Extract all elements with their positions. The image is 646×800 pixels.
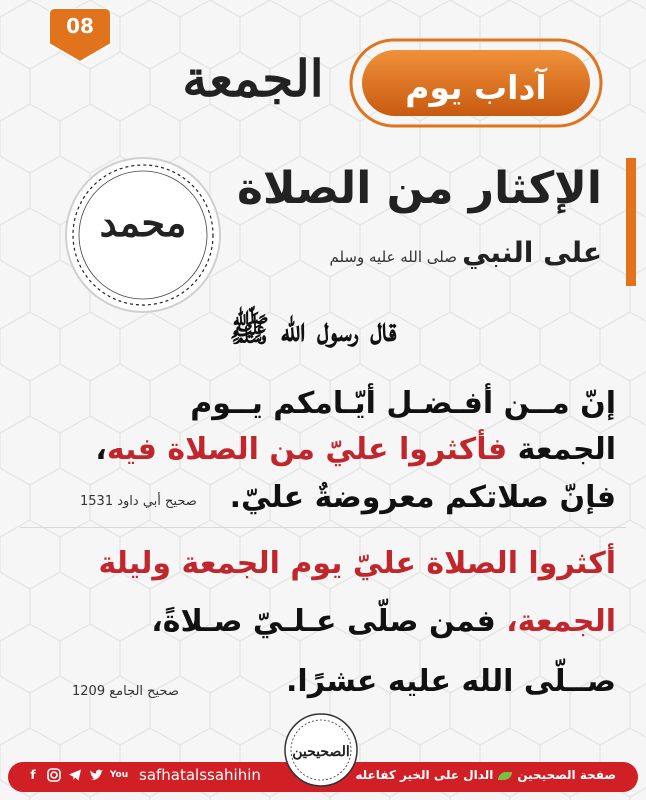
hadith1-line2-red: فأكثروا عليّ من الصلاة فيه xyxy=(106,432,508,467)
youtube-label: You xyxy=(109,770,129,780)
qaal-rasul-calligraphy: قال رسول الله ﷺ xyxy=(229,310,397,349)
divider xyxy=(20,527,626,528)
page-logo xyxy=(283,712,359,788)
footer-page-title: صفحة الصحيحين xyxy=(517,768,616,782)
telegram-icon[interactable] xyxy=(66,766,84,784)
hadith1-line2 xyxy=(95,432,616,467)
footer-slogan: الدال على الخير كفاعله xyxy=(355,768,494,782)
facebook-icon[interactable]: f xyxy=(30,768,36,782)
section-title: الإكثار من الصلاة xyxy=(236,163,602,214)
hadith1-line2-b: ، xyxy=(95,432,107,467)
hadith1-source: صحيح أبي داود 1531 xyxy=(80,494,197,509)
social-handle[interactable]: safhatalssahihin xyxy=(139,766,261,784)
youtube-icon[interactable] xyxy=(108,766,130,784)
page-logo-text: الصحيحين xyxy=(292,744,350,760)
medallion-calligraphy: محمد xyxy=(99,200,187,245)
jumuah-calligraphy: الجمعة xyxy=(182,48,324,108)
hadith2-line2-b: فمن صلّى عـلـيّ صـلاةً، xyxy=(151,604,507,639)
hadith1-line2-a: الجمعة xyxy=(507,432,616,467)
hadith1-line3: فإنّ صلاتكم معروضةٌ عليّ. xyxy=(229,480,616,515)
pill-title: آداب يوم xyxy=(405,67,547,107)
number-badge-label: 08 xyxy=(66,14,94,38)
instagram-icon[interactable] xyxy=(45,766,63,784)
subtitle-bold: على النبي xyxy=(462,236,602,269)
hadith2-line3: صــلّى الله عليه عشرًا. xyxy=(286,664,616,699)
hadith2-line2 xyxy=(151,604,616,639)
leaf-icon xyxy=(498,772,512,780)
hadith2-line2-red: الجمعة، xyxy=(506,604,616,639)
hadith2-source: صحيح الجامع 1209 xyxy=(72,684,179,699)
section-subtitle xyxy=(329,236,602,269)
accent-bar xyxy=(626,158,636,286)
hadith2-line1: أكثروا الصلاة عليّ يوم الجمعة وليلة xyxy=(98,546,616,581)
social-links xyxy=(24,766,261,784)
subtitle-small: صلى الله عليه وسلم xyxy=(329,248,457,266)
twitter-icon[interactable] xyxy=(87,766,105,784)
hadith1-line1: إنّ مــن أفـضـل أيّـامكم يــوم xyxy=(190,386,616,421)
footer-page-name xyxy=(355,768,616,782)
